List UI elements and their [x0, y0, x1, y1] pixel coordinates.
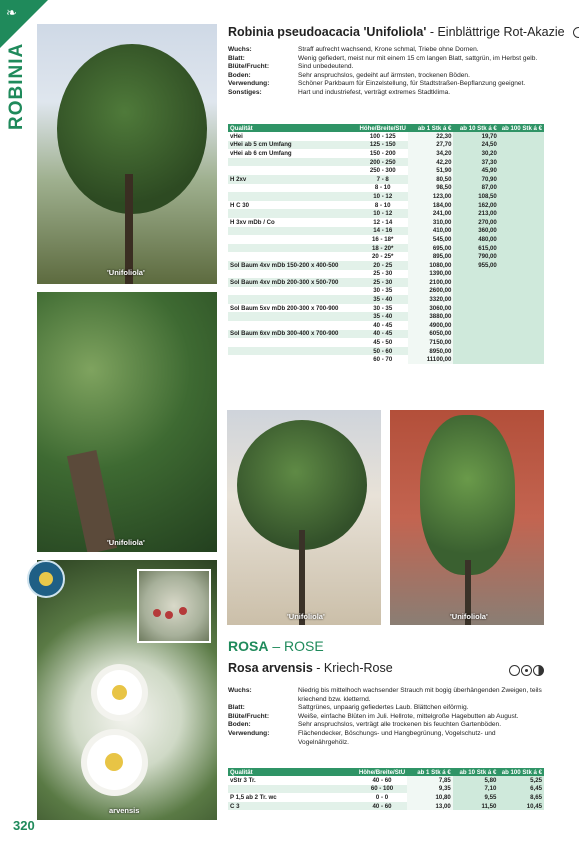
- table-cell: [499, 261, 544, 270]
- table-row: [228, 287, 544, 296]
- table-cell: [228, 321, 358, 330]
- photo-tree-1: [37, 24, 217, 284]
- table-row: [228, 261, 544, 270]
- property-label: Blatt:: [228, 704, 245, 712]
- table-cell: 5,25: [498, 776, 544, 785]
- sun-icon: [509, 665, 520, 676]
- table-cell: Sol Baum 6xv mDb 300-400 x 700-900: [228, 330, 358, 339]
- table-cell: 22,30: [408, 132, 454, 141]
- table-cell: [499, 218, 544, 227]
- table-cell: 60 - 100: [357, 785, 407, 794]
- page-number: 320: [13, 818, 35, 833]
- property-row: [228, 55, 543, 64]
- property-label: Boden:: [228, 721, 251, 729]
- table-cell: [228, 209, 358, 218]
- photo-leaves: [37, 292, 217, 552]
- table-cell: [453, 321, 498, 330]
- property-label: Blüte/Frucht:: [228, 63, 270, 71]
- table-row: [228, 141, 544, 150]
- property-row: [228, 721, 543, 730]
- table-cell: 480,00: [453, 235, 498, 244]
- table-cell: 2600,00: [408, 287, 454, 296]
- sun-icon: [573, 27, 579, 38]
- table-cell: [453, 304, 498, 313]
- table-cell: vHei ab 5 cm Umfang: [228, 141, 358, 150]
- table-cell: 18 - 20*: [358, 244, 408, 253]
- column-header: ab 1 Stk á €: [408, 124, 454, 132]
- table-cell: [499, 158, 544, 167]
- table-cell: 310,00: [408, 218, 454, 227]
- table-row: [228, 338, 544, 347]
- column-header: Höhe/Breite/StU: [358, 768, 406, 776]
- table-cell: [499, 321, 544, 330]
- photo-caption: arvensis: [109, 806, 140, 815]
- table-cell: 40 - 45: [358, 321, 408, 330]
- table-cell: H 3xv mDb / Co: [228, 218, 358, 227]
- table-cell: Sol Baum 4xv mDb 200-300 x 500-700: [228, 278, 358, 287]
- property-value: Weiße, einfache Blüten im Juli. Hellrote, mittelgroße Hagebutten ab August.: [298, 712, 519, 720]
- table-cell: 9,35: [407, 785, 453, 794]
- robinia-title: [228, 25, 579, 39]
- table-cell: [228, 192, 358, 201]
- table-cell: 11,50: [453, 802, 499, 811]
- property-label: Sonstiges:: [228, 88, 262, 96]
- table-row: [228, 192, 544, 201]
- property-row: [228, 63, 543, 72]
- table-cell: 45 - 50: [358, 338, 408, 347]
- table-cell: 10,80: [407, 793, 453, 802]
- table-cell: P 1,5 ab 2 Tr. wc: [228, 793, 357, 802]
- property-row: [228, 89, 543, 98]
- table-cell: 40 - 45: [358, 330, 408, 339]
- table-cell: 1080,00: [408, 261, 454, 270]
- table-cell: [228, 287, 358, 296]
- table-cell: [499, 244, 544, 253]
- table-cell: [453, 338, 498, 347]
- table-cell: [453, 270, 498, 279]
- table-cell: 3880,00: [408, 312, 454, 321]
- table-cell: 100 - 125: [358, 132, 408, 141]
- property-value: Straff aufrecht wachsend, Krone schmal, Triebe ohne Dornen.: [298, 46, 479, 53]
- photo-caption: 'Unifoliola': [107, 268, 145, 277]
- table-cell: [499, 192, 544, 201]
- table-cell: 7150,00: [408, 338, 454, 347]
- table-cell: [228, 347, 358, 356]
- table-row: [228, 330, 544, 339]
- table-cell: [453, 330, 498, 339]
- table-cell: 10,45: [498, 802, 544, 811]
- table-cell: 12 - 14: [358, 218, 408, 227]
- table-cell: 7,85: [407, 776, 453, 785]
- table-cell: 8 - 10: [358, 184, 408, 193]
- table-cell: 3060,00: [408, 304, 454, 313]
- photo-street-tree-2: [390, 410, 544, 625]
- table-cell: 0 - 0: [357, 793, 407, 802]
- table-cell: 790,00: [453, 252, 498, 261]
- table-cell: 5,80: [453, 776, 499, 785]
- photo-caption: 'Unifoliola': [450, 612, 488, 621]
- table-cell: 250 - 300: [358, 166, 408, 175]
- photo-street-tree-1: [227, 410, 381, 625]
- table-cell: [453, 312, 498, 321]
- table-cell: H 2xv: [228, 175, 358, 184]
- table-cell: 241,00: [408, 209, 454, 218]
- property-row: [228, 713, 543, 722]
- table-cell: [499, 278, 544, 287]
- table-cell: C 3: [228, 802, 357, 811]
- table-cell: [499, 355, 544, 364]
- table-cell: 60 - 70: [358, 355, 408, 364]
- table-cell: 50 - 60: [358, 347, 408, 356]
- column-header: ab 100 Stk á €: [499, 124, 544, 132]
- table-cell: [228, 785, 357, 794]
- table-row: [228, 209, 544, 218]
- table-row: [228, 321, 544, 330]
- table-cell: 14 - 16: [358, 227, 408, 236]
- table-row: [228, 218, 544, 227]
- species-name: Robinia pseudoacacia 'Unifoliola': [228, 25, 427, 39]
- table-cell: 30 - 35: [358, 287, 408, 296]
- table-cell: 3320,00: [408, 295, 454, 304]
- table-cell: 410,00: [408, 227, 454, 236]
- table-cell: Sol Baum 4xv mDb 150-200 x 400-500: [228, 261, 358, 270]
- table-cell: 1390,00: [408, 270, 454, 279]
- table-row: [228, 355, 544, 364]
- table-cell: 24,50: [453, 141, 498, 150]
- property-value: Wenig gefiedert, meist nur mit einem 15 cm langen Blatt, sattgrün, im Herbst gelb.: [298, 54, 538, 62]
- table-cell: [499, 295, 544, 304]
- rosa-properties: [228, 687, 543, 747]
- photo-inset-hips: [137, 569, 211, 643]
- table-cell: 7 - 8: [358, 175, 408, 184]
- table-cell: [499, 347, 544, 356]
- column-header: Qualität: [228, 768, 357, 776]
- table-cell: [228, 312, 358, 321]
- table-cell: [228, 252, 358, 261]
- table-cell: [499, 209, 544, 218]
- table-row: [228, 776, 544, 785]
- table-cell: [228, 184, 358, 193]
- table-cell: [499, 235, 544, 244]
- property-row: [228, 730, 543, 747]
- table-cell: 16 - 18*: [358, 235, 408, 244]
- table-row: [228, 312, 544, 321]
- table-cell: 150 - 200: [358, 149, 408, 158]
- table-cell: [499, 227, 544, 236]
- column-header: ab 10 Stk á €: [453, 768, 499, 776]
- table-cell: [499, 184, 544, 193]
- table-cell: [499, 252, 544, 261]
- table-row: [228, 304, 544, 313]
- table-cell: [499, 330, 544, 339]
- table-cell: [453, 295, 498, 304]
- robinia-properties: [228, 46, 543, 98]
- column-header: Höhe/Breite/StU: [359, 124, 406, 132]
- table-row: [228, 802, 544, 811]
- table-cell: 7,10: [453, 785, 499, 794]
- table-cell: 98,50: [408, 184, 454, 193]
- table-cell: 8 - 10: [358, 201, 408, 210]
- table-cell: 200 - 250: [358, 158, 408, 167]
- table-cell: 70,90: [453, 175, 498, 184]
- table-cell: 4900,00: [408, 321, 454, 330]
- table-row: [228, 235, 544, 244]
- table-cell: [499, 201, 544, 210]
- property-value: Sehr anspruchslos, verträgt alle trockenen bis feuchten Gartenböden.: [298, 721, 502, 729]
- table-cell: 895,00: [408, 252, 454, 261]
- table-cell: [228, 227, 358, 236]
- robinia-price-table: [228, 124, 544, 364]
- table-cell: 40 - 60: [357, 802, 407, 811]
- table-header: [228, 768, 544, 776]
- property-label: Boden:: [228, 71, 251, 79]
- table-row: [228, 158, 544, 167]
- table-cell: [228, 158, 358, 167]
- table-cell: 35 - 40: [358, 295, 408, 304]
- table-cell: 125 - 150: [358, 141, 408, 150]
- table-cell: 34,20: [408, 149, 454, 158]
- table-row: [228, 201, 544, 210]
- column-header: ab 100 Stk á €: [498, 768, 544, 776]
- table-cell: 25 - 30: [358, 270, 408, 279]
- table-cell: 20 - 25: [358, 261, 408, 270]
- table-cell: 695,00: [408, 244, 454, 253]
- table-cell: 51,90: [408, 166, 454, 175]
- property-label: Wuchs:: [228, 46, 252, 53]
- property-value: Flächendecker, Böschungs- und Hangbegrünung, Vogelschutz- und Vogelnährgehölz.: [298, 729, 496, 746]
- table-cell: vStr 3 Tr.: [228, 776, 357, 785]
- light-icons: [508, 662, 544, 680]
- table-cell: 6,45: [498, 785, 544, 794]
- table-cell: 9,55: [453, 793, 499, 802]
- property-label: Blüte/Frucht:: [228, 712, 270, 720]
- property-label: Verwendung:: [228, 80, 270, 88]
- photo-caption: 'Unifoliola': [107, 538, 145, 547]
- table-cell: [499, 287, 544, 296]
- table-cell: [228, 235, 358, 244]
- column-header: ab 1 Stk á €: [407, 768, 453, 776]
- genus-common: – ROSE: [268, 638, 324, 654]
- table-cell: H C 30: [228, 201, 358, 210]
- property-value: Niedrig bis mittelhoch wachsender Strauch mit bogig überhängenden Zweigen, teils kriechend bzw. kletternd.: [298, 687, 542, 703]
- table-cell: [499, 175, 544, 184]
- table-cell: 25 - 30: [358, 278, 408, 287]
- table-cell: 615,00: [453, 244, 498, 253]
- table-cell: 108,50: [453, 192, 498, 201]
- table-cell: 13,00: [407, 802, 453, 811]
- property-value: Schöner Parkbaum für Einzelstellung, für Stadtstraßen-Bepflanzung geeignet.: [298, 80, 526, 88]
- table-row: [228, 252, 544, 261]
- table-cell: [499, 270, 544, 279]
- property-row: [228, 72, 543, 81]
- property-label: Verwendung:: [228, 729, 270, 737]
- table-cell: Sol Baum 5xv mDb 200-300 x 700-900: [228, 304, 358, 313]
- table-row: [228, 166, 544, 175]
- table-cell: 2100,00: [408, 278, 454, 287]
- table-cell: [453, 278, 498, 287]
- property-row: [228, 80, 543, 89]
- table-cell: 19,70: [453, 132, 498, 141]
- table-cell: 545,00: [408, 235, 454, 244]
- table-cell: [453, 355, 498, 364]
- table-cell: vHei: [228, 132, 358, 141]
- table-cell: 11100,00: [408, 355, 454, 364]
- column-header: Qualität: [228, 124, 358, 132]
- seal-badge: [27, 560, 65, 598]
- table-row: [228, 149, 544, 158]
- table-cell: 37,30: [453, 158, 498, 167]
- table-row: [228, 793, 544, 802]
- table-cell: 123,00: [408, 192, 454, 201]
- table-cell: [499, 312, 544, 321]
- table-cell: 270,00: [453, 218, 498, 227]
- species-common-name: - Kriech-Rose: [312, 661, 393, 675]
- table-row: [228, 132, 544, 141]
- table-cell: 8,65: [498, 793, 544, 802]
- table-row: [228, 295, 544, 304]
- table-cell: [499, 338, 544, 347]
- property-row: [228, 687, 543, 704]
- table-cell: 42,20: [408, 158, 454, 167]
- table-cell: 30 - 35: [358, 304, 408, 313]
- table-cell: 8950,00: [408, 347, 454, 356]
- table-cell: 955,00: [453, 261, 498, 270]
- table-cell: 87,00: [453, 184, 498, 193]
- genus-name: ROSA: [228, 638, 269, 654]
- table-cell: vHei ab 6 cm Umfang: [228, 149, 358, 158]
- column-header: ab 10 Stk á €: [453, 124, 498, 132]
- shade-icon: [533, 665, 544, 676]
- table-cell: 360,00: [453, 227, 498, 236]
- table-cell: [228, 355, 358, 364]
- table-row: [228, 785, 544, 794]
- property-value: Hart und industriefest, verträgt extremes Stadtklima.: [298, 88, 451, 96]
- table-cell: 27,70: [408, 141, 454, 150]
- table-cell: [499, 149, 544, 158]
- table-cell: 80,50: [408, 175, 454, 184]
- table-row: [228, 278, 544, 287]
- table-cell: 184,00: [408, 201, 454, 210]
- table-cell: 6050,00: [408, 330, 454, 339]
- property-row: [228, 704, 543, 713]
- table-cell: [499, 304, 544, 313]
- species-common-name: - Einblättrige Rot-Akazie: [426, 25, 565, 39]
- table-cell: [228, 295, 358, 304]
- table-cell: 40 - 60: [357, 776, 407, 785]
- table-row: [228, 270, 544, 279]
- rosa-title: [228, 661, 393, 675]
- rosa-genus-heading: [228, 638, 324, 654]
- table-cell: 162,00: [453, 201, 498, 210]
- property-label: Wuchs:: [228, 687, 252, 694]
- table-cell: [453, 347, 498, 356]
- table-cell: [228, 244, 358, 253]
- property-value: Sattgrünes, unpaarig gefiedertes Laub. Blättchen eiförmig.: [298, 704, 469, 712]
- table-cell: 45,90: [453, 166, 498, 175]
- half-shade-icon: [521, 665, 532, 676]
- table-cell: 20 - 25*: [358, 252, 408, 261]
- property-value: Sehr anspruchslos, gedeiht auf ärmsten, trockenen Böden.: [298, 71, 470, 79]
- table-row: [228, 227, 544, 236]
- table-cell: [453, 287, 498, 296]
- table-cell: [228, 338, 358, 347]
- table-cell: [499, 132, 544, 141]
- table-row: [228, 244, 544, 253]
- table-cell: [499, 141, 544, 150]
- table-row: [228, 175, 544, 184]
- photo-caption: 'Unifoliola': [287, 612, 325, 621]
- rosa-price-table: [228, 768, 544, 810]
- table-cell: 10 - 12: [358, 192, 408, 201]
- table-cell: [228, 166, 358, 175]
- species-name: Rosa arvensis: [228, 661, 313, 675]
- property-row: [228, 46, 543, 55]
- section-title: ROBINIA: [6, 42, 27, 130]
- property-label: Blatt:: [228, 54, 245, 62]
- table-cell: [499, 166, 544, 175]
- table-cell: 35 - 40: [358, 312, 408, 321]
- leaf-icon: ❧: [6, 5, 17, 20]
- table-cell: 10 - 12: [358, 209, 408, 218]
- table-cell: 30,20: [453, 149, 498, 158]
- table-cell: 213,00: [453, 209, 498, 218]
- table-header: [228, 124, 544, 132]
- property-value: Sind unbedeutend.: [298, 63, 354, 71]
- table-cell: [228, 270, 358, 279]
- table-row: [228, 184, 544, 193]
- table-row: [228, 347, 544, 356]
